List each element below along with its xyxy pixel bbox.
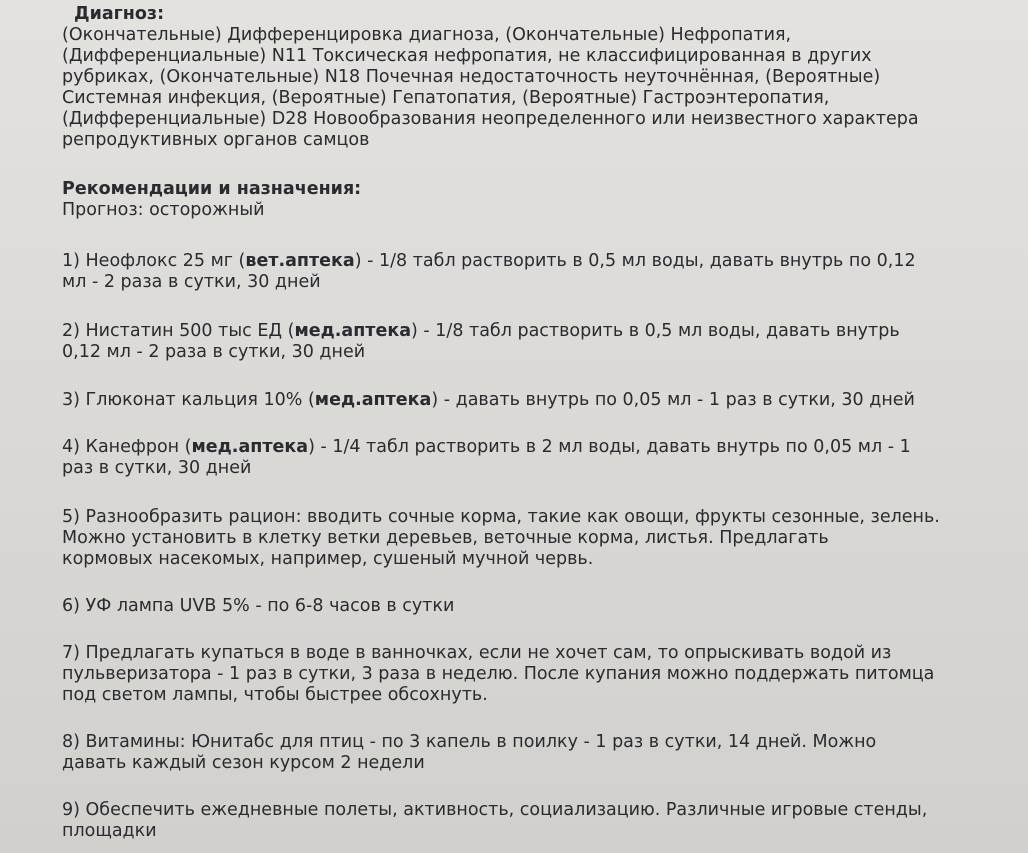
prognosis-text: Прогноз: осторожный <box>62 200 265 220</box>
prescription-item-3: 3) Глюконат кальция 10% (мед.аптека) - давать внутрь по 0,05 мл - 1 раз в сутки, 30 дней <box>62 390 915 410</box>
recommendation-item-6: 6) УФ лампа UVB 5% - по 6-8 часов в сутки <box>62 596 455 616</box>
recommendation-item-9: 9) Обеспечить ежедневные полеты, активность, социализацию. Различные игровые стенды, площадки <box>62 800 928 841</box>
diagnosis-line: (Окончательные) Дифференцировка диагноза, (Окончательные) Нефропатия, <box>62 25 792 45</box>
pharmacy-label: мед.аптека <box>314 390 432 410</box>
diagnosis-line: (Дифференциальные) D28 Новообразования неопределенного или неизвестного характера <box>62 109 919 129</box>
pharmacy-label: мед.аптека <box>294 321 412 341</box>
diagnosis-line: Системная инфекция, (Вероятные) Гепатопатия, (Вероятные) Гастроэнтеропатия, <box>62 88 830 108</box>
prescription-item-2: 2) Нистатин 500 тыс ЕД (мед.аптека) - 1/8 табл растворить в 0,5 мл воды, давать внутрь 0,12 мл - 2 раза в сутки, 30 дней <box>62 321 900 362</box>
recommendation-item-8: 8) Витамины: Юнитабс для птиц - по 3 капель в поилку - 1 раз в сутки, 14 дней. Можно давать каждый сезон курсом 2 недели <box>62 732 877 773</box>
prescription-item-1: 1) Неофлокс 25 мг (вет.аптека) - 1/8 табл растворить в 0,5 мл воды, давать внутрь по 0,12 мл - 2 раза в сутки, 30 дней <box>62 251 916 292</box>
prescription-item-4: 4) Канефрон (мед.аптека) - 1/4 табл растворить в 2 мл воды, давать внутрь по 0,05 мл - 1 раз в сутки, 30 дней <box>62 437 911 478</box>
recommendation-item-5: 5) Разнообразить рацион: вводить сочные корма, такие как овощи, фрукты сезонные, зелень. Можно установить в клетку ветки деревьев, веточные корма, листья. Предлагать кормовых насекомых, например, сушеный мучной червь. <box>62 507 940 569</box>
pharmacy-label: вет.аптека <box>245 251 355 271</box>
recommendations-heading: Рекомендации и назначения: <box>62 179 362 199</box>
diagnosis-line: (Дифференциальные) N11 Токсическая нефропатия, не классифицированная в других <box>62 46 872 66</box>
diagnosis-heading: Диагноз: <box>74 4 165 24</box>
diagnosis-line: рубриках, (Окончательные) N18 Почечная недостаточность неуточнённая, (Вероятные) <box>62 67 881 87</box>
diagnosis-text <box>62 25 998 151</box>
recommendation-item-7: 7) Предлагать купаться в воде в ванночках, если не хочет сам, то опрыскивать водой из пульверизатора - 1 раз в сутки, 3 раза в неделю. После купания можно поддержать питомца под светом лампы, чтобы быстрее обсохнуть. <box>62 643 935 705</box>
diagnosis-line: репродуктивных органов самцов <box>62 130 370 150</box>
pharmacy-label: мед.аптека <box>191 437 309 457</box>
